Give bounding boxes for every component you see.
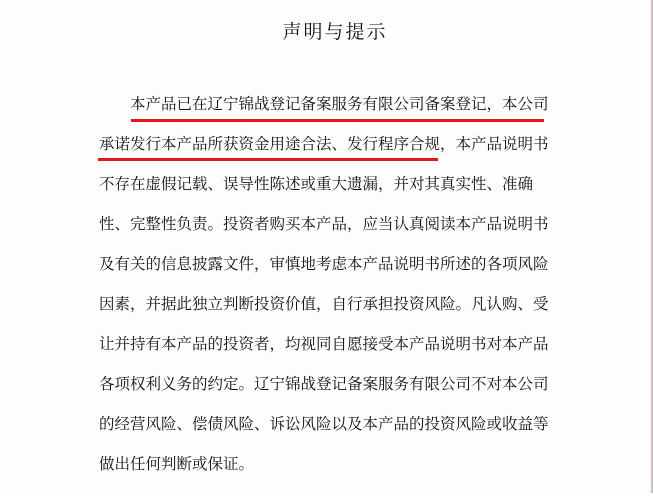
page-title: 声明与提示 [282, 21, 388, 43]
paragraph-line: 承诺发行本产品所获资金用途合法、发行程序合规，本产品说明书 [99, 135, 549, 153]
paragraph-line: 因素，并据此独立判断投资价值，自行承担投资风险。凡认购、受 [99, 295, 549, 313]
paragraph-line: 各项权利义务的约定。辽宁锦战登记备案服务有限公司不对本公司 [99, 375, 549, 393]
paragraph-line: 及有关的信息披露文件，审慎地考虑本产品说明书所述的各项风险 [99, 255, 549, 273]
red-underline [131, 119, 544, 122]
paragraph-line: 的经营风险、偿债风险、诉讼风险以及本产品的投资风险或收益等 [99, 415, 549, 433]
paragraph-line: 让并持有本产品的投资者，均视同自愿接受本产品说明书对本产品 [99, 335, 549, 353]
paragraph-line: 本产品已在辽宁锦战登记备案服务有限公司备案登记，本公司 [130, 95, 549, 113]
paragraph-line: 性、完整性负责。投资者购买本产品，应当认真阅读本产品说明书 [99, 215, 549, 233]
paragraph-line: 做出任何判断或保证。 [99, 455, 255, 473]
paragraph-line: 不存在虚假记载、误导性陈述或重大遗漏，并对其真实性、准确 [99, 175, 534, 193]
red-underline [98, 158, 438, 161]
